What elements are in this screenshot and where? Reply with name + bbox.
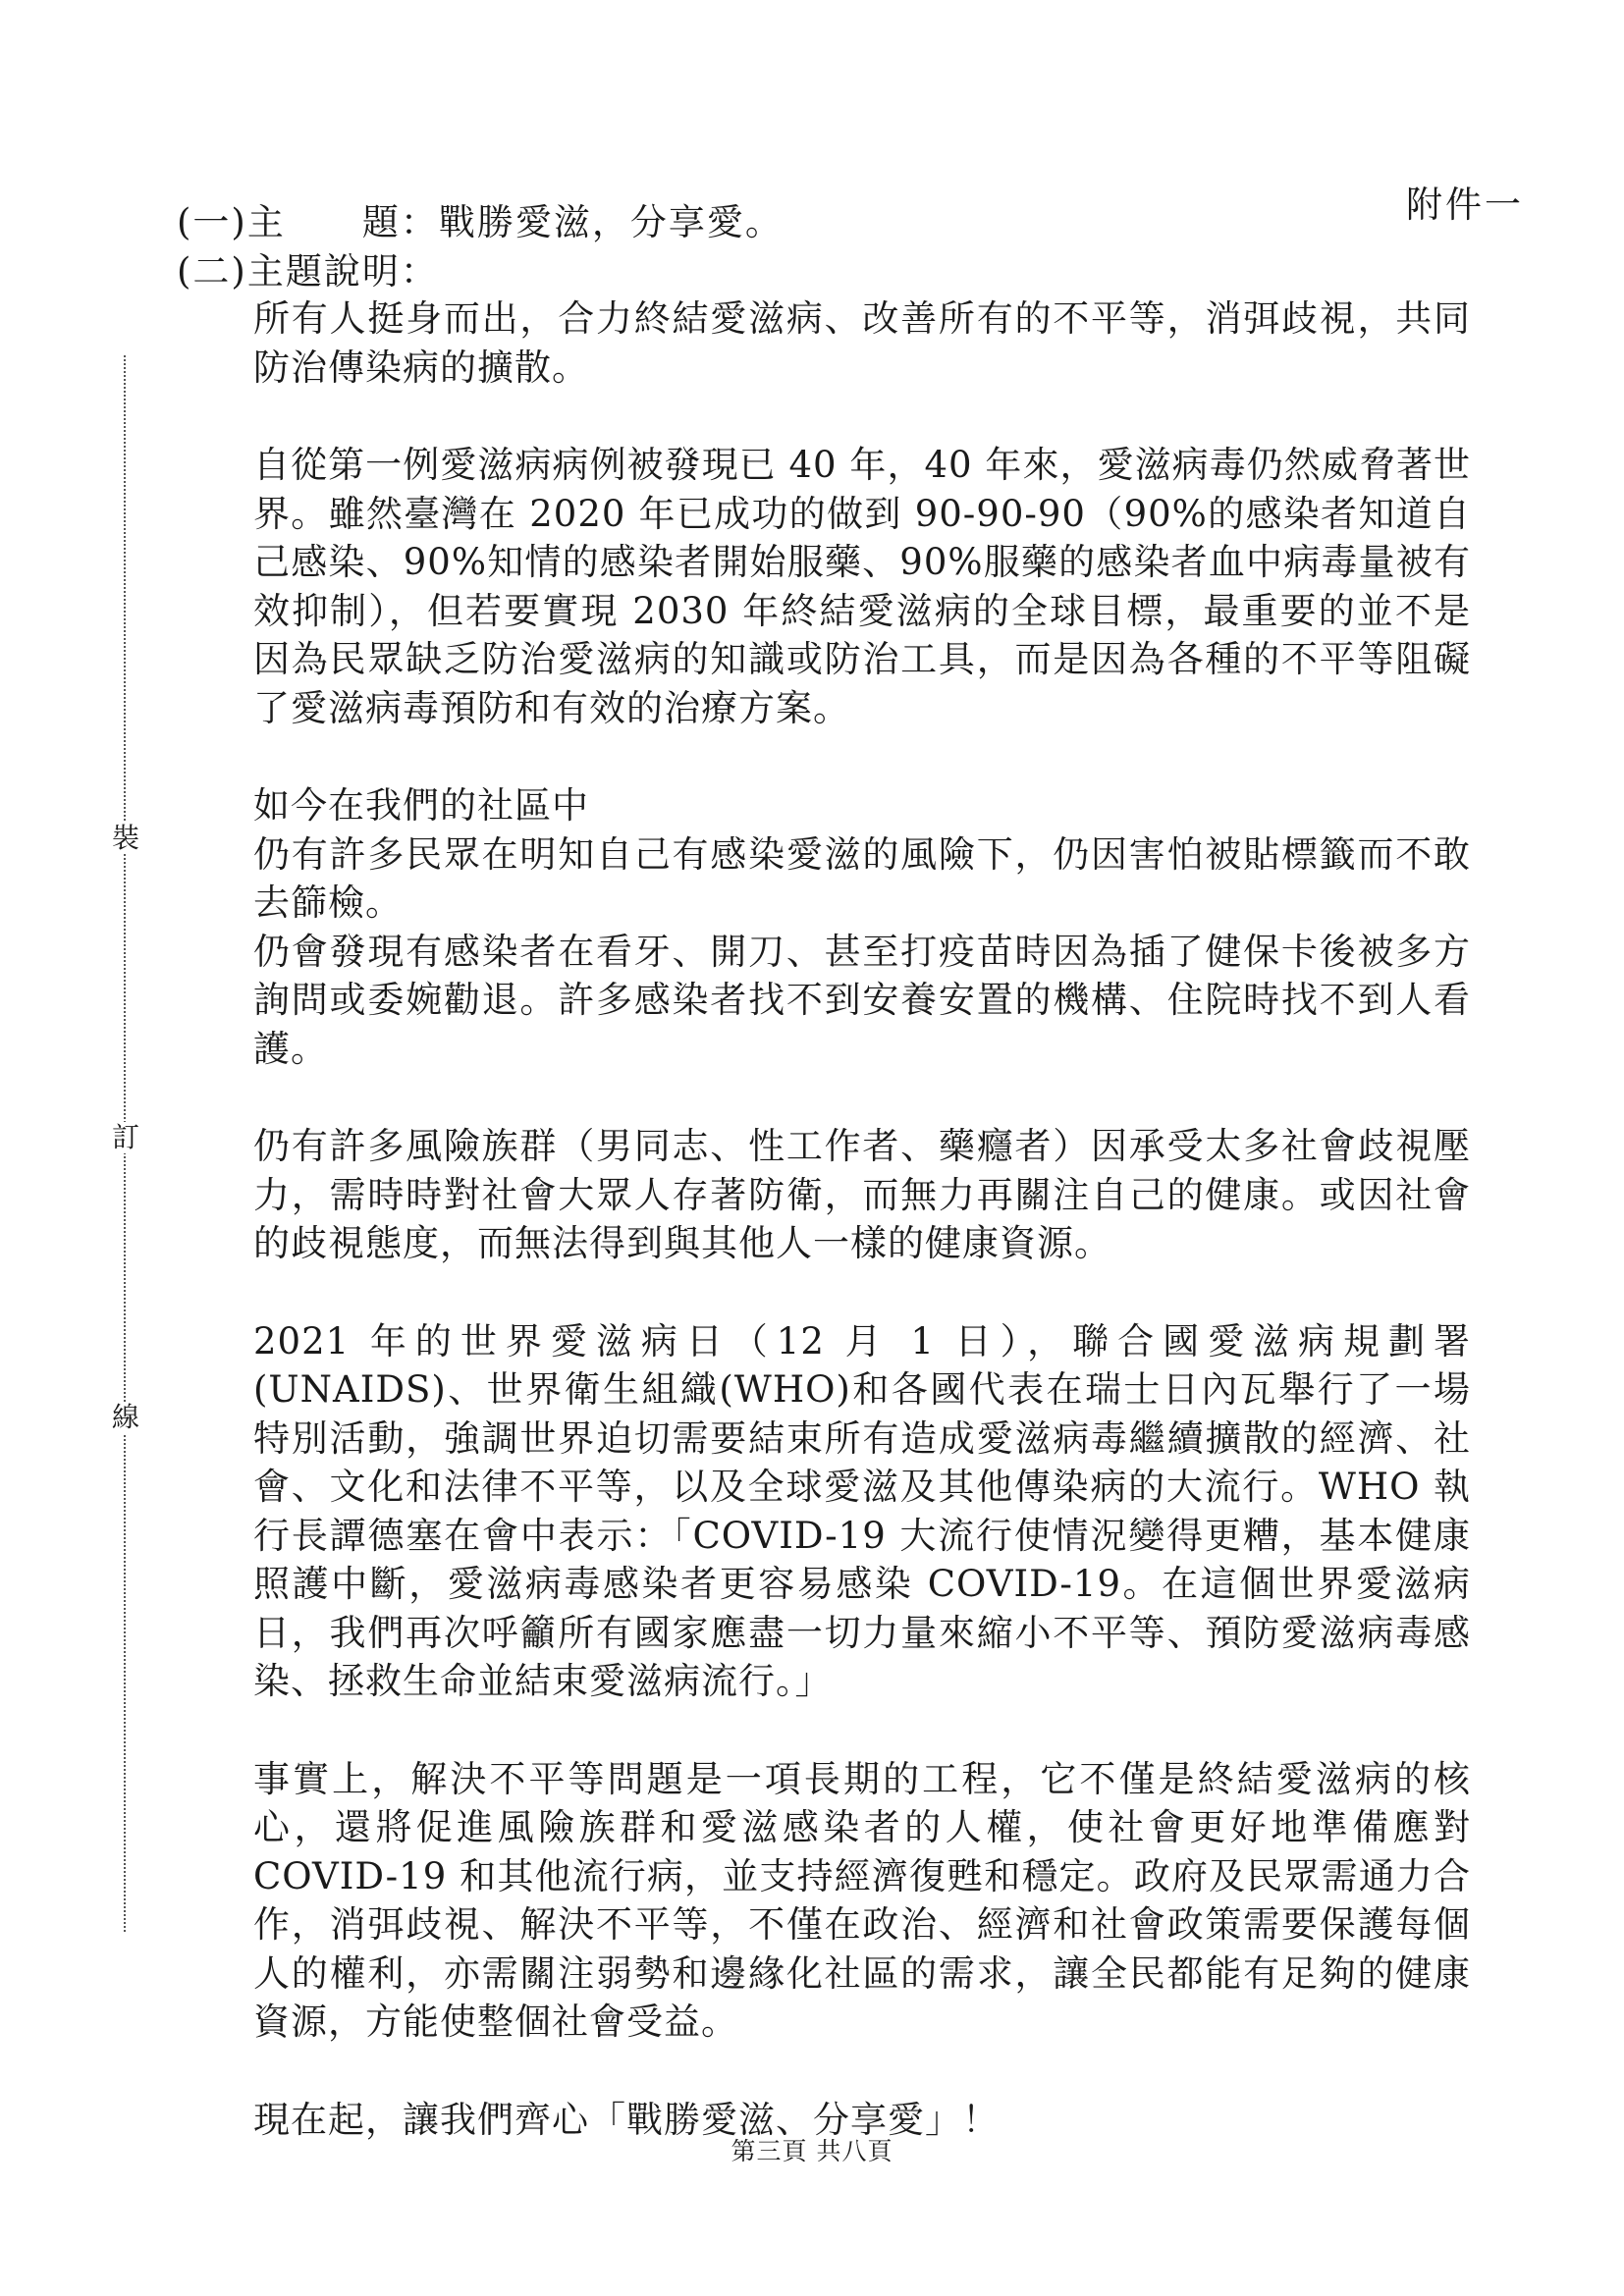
binding-char-bind: 裝 bbox=[112, 822, 140, 854]
paragraph-history: 自從第一例愛滋病病例被發現已 40 年，40 年來，愛滋病毒仍然威脅著世界。雖然臺灣在 2020 年已成功的做到 90-90-90（90%的感染者知道自己感染、90%知情的感染者開始服藥、90%服藥的感染者血中病毒量被有效抑制），但若要實現 2030 年終結愛滋病的全球目標，最重要的並不是因為民眾缺乏防治愛滋病的知識或防治工具，而是因為各種的不平等阻礙了愛滋病毒預防和有效的治療方案。 bbox=[253, 444, 1471, 729]
paragraph-community-lead: 如今在我們的社區中 bbox=[253, 784, 589, 827]
binding-char-line: 線 bbox=[112, 1401, 140, 1433]
annex-label: 附件一 bbox=[1406, 184, 1524, 226]
binding-char-staple: 訂 bbox=[112, 1121, 140, 1153]
paragraph-call-to-action: 現在起，讓我們齊心「戰勝愛滋、分享愛」！ bbox=[253, 2098, 1000, 2141]
heading-explanation: (二)主題說明： bbox=[177, 250, 439, 293]
paragraph-medical-care: 仍會發現有感染者在看牙、開刀、甚至打疫苗時因為插了健保卡後被多方詢問或委婉勸退。許多感染者找不到安養安置的機構、住院時找不到人看護。 bbox=[253, 930, 1471, 1070]
page-footer: 第三頁 共八頁 bbox=[731, 2137, 893, 2165]
paragraph-risk-groups: 仍有許多風險族群（男同志、性工作者、藥癮者）因承受太多社會歧視壓力，需時時對社會大眾人存著防衛，而無力再關注自己的健康。或因社會的歧視態度，而無法得到與其他人一樣的健康資源。 bbox=[253, 1125, 1471, 1264]
heading-theme: (一)主 題：戰勝愛滋，分享愛。 bbox=[177, 201, 784, 243]
paragraph-screening: 仍有許多民眾在明知自己有感染愛滋的風險下，仍因害怕被貼標籤而不敢去篩檢。 bbox=[253, 832, 1471, 924]
paragraph-intro: 所有人挺身而出，合力終結愛滋病、改善所有的不平等，消弭歧視，共同防治傳染病的擴散。 bbox=[253, 297, 1471, 389]
body-text bbox=[253, 294, 1471, 2193]
paragraph-world-aids-day: 2021 年的世界愛滋病日（12 月 1 日），聯合國愛滋病規劃署(UNAIDS)、世界衛生組織(WHO)和各國代表在瑞士日內瓦舉行了一場特別活動，強調世界迫切需要結束所有造成愛滋病毒繼續擴散的經濟、社會、文化和法律不平等，以及全球愛滋及其他傳染病的大流行。WHO 執行長譚德塞在會中表示：「COVID-19 大流行使情況變得更糟，基本健康照護中斷，愛滋病毒感染者更容易感染 COVID-19。在這個世界愛滋病日，我們再次呼籲所有國家應盡一切力量來縮小不平等、預防愛滋病毒感染、拯救生命並結束愛滋病流行。」 bbox=[253, 1319, 1471, 1702]
paragraph-inequality: 事實上，解決不平等問題是一項長期的工程，它不僅是終結愛滋病的核心，還將促進風險族群和愛滋感染者的人權，使社會更好地準備應對 COVID-19 和其他流行病，並支持經濟復甦和穩定。政府及民眾需通力合作，消弭歧視、解決不平等，不僅在政治、經濟和社會政策需要保護每個人的權利，亦需關注弱勢和邊緣化社區的需求，讓全民都能有足夠的健康資源，方能使整個社會受益。 bbox=[253, 1757, 1471, 2043]
